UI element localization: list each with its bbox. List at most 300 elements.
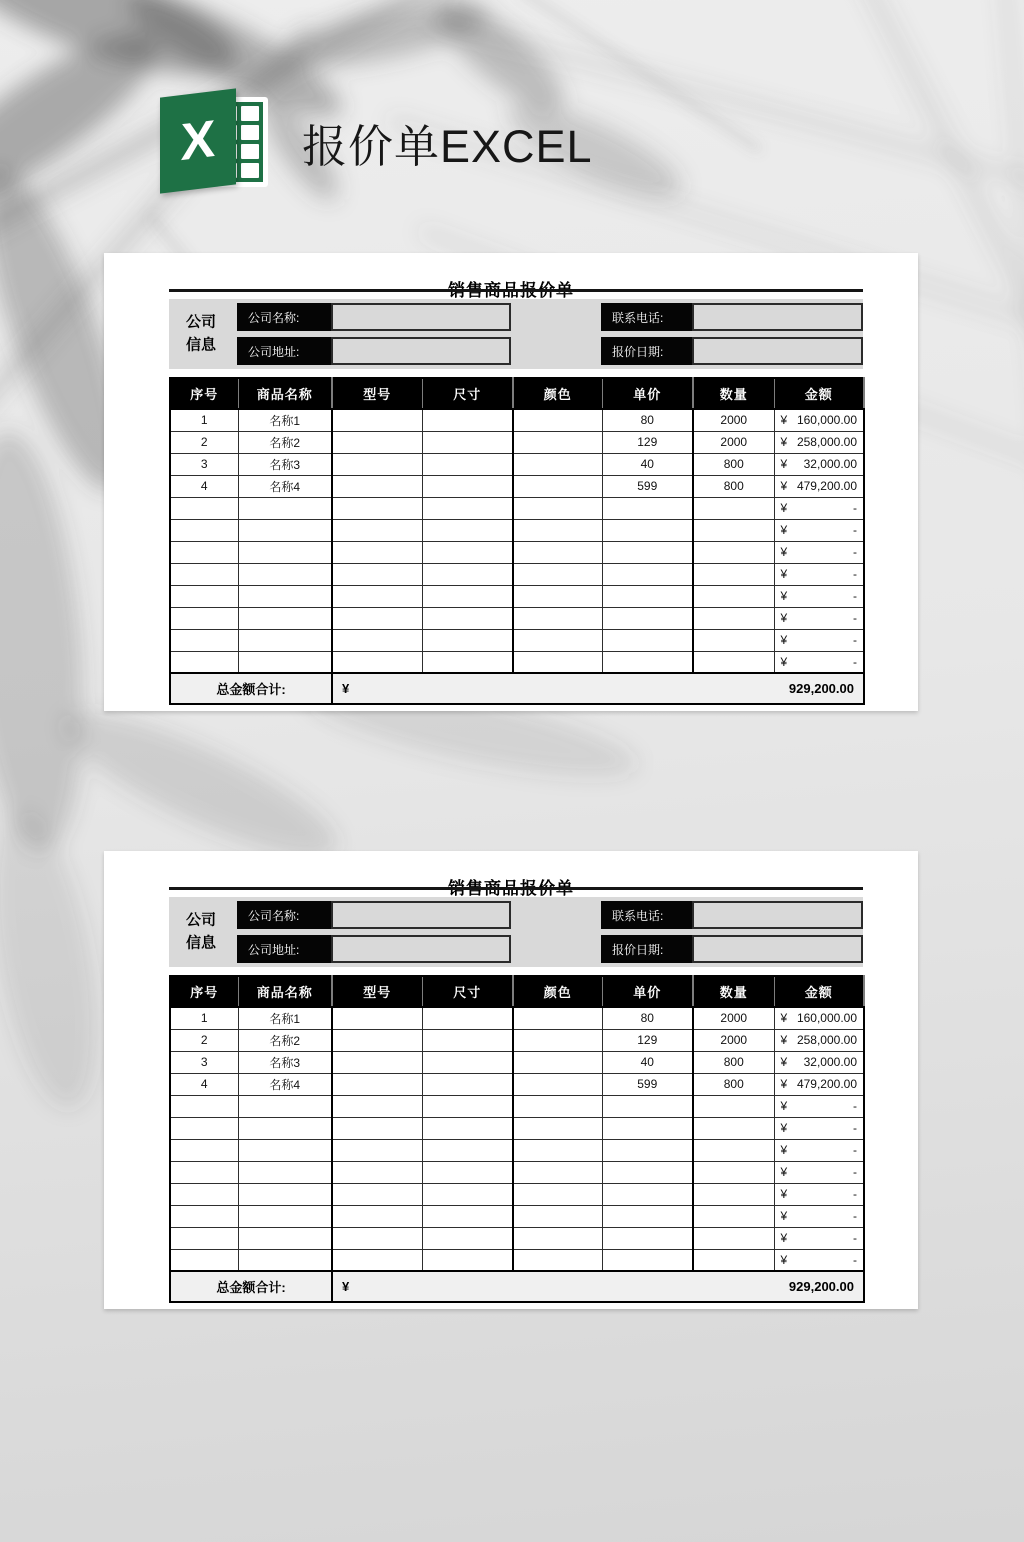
cell-no xyxy=(170,563,238,585)
cell-name xyxy=(238,519,332,541)
cell-name: 名称1 xyxy=(238,1007,332,1029)
cell-color xyxy=(513,607,602,629)
cell-no xyxy=(170,1161,238,1183)
cell-size xyxy=(422,651,513,673)
cell-color xyxy=(513,497,602,519)
table-row xyxy=(170,1117,864,1139)
currency-symbol: ¥ xyxy=(780,1143,788,1157)
col-header-qty: 数量 xyxy=(693,976,774,1007)
table-header xyxy=(170,976,864,1007)
cell-size xyxy=(422,431,513,453)
currency-symbol: ¥ xyxy=(780,1231,788,1245)
excel-logo-icon xyxy=(160,85,272,199)
cell-no xyxy=(170,607,238,629)
excel-x-letter: X xyxy=(180,109,216,173)
cell-unit_price xyxy=(602,1183,693,1205)
cell-size xyxy=(422,1117,513,1139)
company-address-label: 公司地址: xyxy=(237,935,331,963)
table-row xyxy=(170,1183,864,1205)
cell-no xyxy=(170,519,238,541)
company-info-section xyxy=(169,897,863,967)
cell-model xyxy=(332,1007,422,1029)
cell-unit_price xyxy=(602,1205,693,1227)
cell-unit_price xyxy=(602,519,693,541)
cell-model xyxy=(332,475,422,497)
amount-value: - xyxy=(853,1121,857,1135)
cell-size xyxy=(422,563,513,585)
cell-color xyxy=(513,519,602,541)
cell-name xyxy=(238,1227,332,1249)
amount-value: - xyxy=(853,611,857,625)
cell-color xyxy=(513,1051,602,1073)
contact-phone-label: 联系电话: xyxy=(601,303,692,331)
amount-value: 479,200.00 xyxy=(796,1077,857,1091)
cell-no xyxy=(170,651,238,673)
sheet-grid-cell xyxy=(241,125,259,140)
amount-value: - xyxy=(853,1099,857,1113)
page-header xyxy=(160,84,593,200)
amount-value: - xyxy=(853,1165,857,1179)
cell-no: 3 xyxy=(170,1051,238,1073)
company-name-input[interactable] xyxy=(331,303,511,331)
cell-color xyxy=(513,409,602,431)
currency-symbol: ¥ xyxy=(780,1187,788,1201)
cell-color xyxy=(513,1073,602,1095)
cell-model xyxy=(332,1183,422,1205)
table-row xyxy=(170,453,864,475)
cell-color xyxy=(513,475,602,497)
quote-date-input[interactable] xyxy=(692,337,863,365)
total-label: 总金额合计: xyxy=(170,1271,332,1302)
cell-color xyxy=(513,651,602,673)
cell-size xyxy=(422,585,513,607)
total-amount: 929,200.00 xyxy=(788,1279,854,1294)
cell-name: 名称3 xyxy=(238,453,332,475)
cell-amount xyxy=(774,1183,864,1205)
cell-name: 名称4 xyxy=(238,475,332,497)
company-info-group-label: 公司信息 xyxy=(185,911,216,951)
cell-amount xyxy=(774,629,864,651)
table-footer xyxy=(170,673,864,704)
contact-phone-input[interactable] xyxy=(692,303,863,331)
table-row xyxy=(170,629,864,651)
cell-no xyxy=(170,585,238,607)
table-header xyxy=(170,378,864,409)
table-row xyxy=(170,585,864,607)
cell-model xyxy=(332,1227,422,1249)
cell-model xyxy=(332,563,422,585)
cell-amount xyxy=(774,475,864,497)
company-address-input[interactable] xyxy=(331,337,511,365)
col-header-name: 商品名称 xyxy=(238,976,332,1007)
col-header-color: 颜色 xyxy=(513,976,602,1007)
col-header-name: 商品名称 xyxy=(238,378,332,409)
cell-size xyxy=(422,607,513,629)
cell-size xyxy=(422,1095,513,1117)
cell-model xyxy=(332,519,422,541)
cell-size xyxy=(422,1249,513,1271)
cell-amount xyxy=(774,1161,864,1183)
cell-unit_price: 599 xyxy=(602,475,693,497)
cell-color xyxy=(513,1029,602,1051)
amount-value: - xyxy=(853,1231,857,1245)
cell-model xyxy=(332,1051,422,1073)
cell-name: 名称1 xyxy=(238,409,332,431)
cell-size xyxy=(422,409,513,431)
cell-no xyxy=(170,1249,238,1271)
company-address-field xyxy=(237,935,511,963)
col-header-unit-price: 单价 xyxy=(602,378,693,409)
cell-size xyxy=(422,453,513,475)
header-row xyxy=(170,378,864,409)
cell-no xyxy=(170,497,238,519)
total-row xyxy=(170,1271,864,1302)
cell-name xyxy=(238,1139,332,1161)
amount-value: - xyxy=(853,501,857,515)
cell-color xyxy=(513,541,602,563)
cell-unit_price: 129 xyxy=(602,1029,693,1051)
cell-color xyxy=(513,1227,602,1249)
cell-color xyxy=(513,585,602,607)
quotation-table xyxy=(169,975,865,1303)
contact-phone-label: 联系电话: xyxy=(601,901,692,929)
cell-model xyxy=(332,651,422,673)
cell-model xyxy=(332,453,422,475)
cell-name xyxy=(238,1117,332,1139)
cell-amount xyxy=(774,1205,864,1227)
cell-amount xyxy=(774,607,864,629)
cell-qty xyxy=(693,1183,774,1205)
amount-value: - xyxy=(853,545,857,559)
cell-amount xyxy=(774,1117,864,1139)
cell-qty: 2000 xyxy=(693,409,774,431)
cell-size xyxy=(422,1051,513,1073)
cell-qty: 2000 xyxy=(693,1007,774,1029)
cell-amount xyxy=(774,409,864,431)
cell-qty xyxy=(693,1205,774,1227)
cell-unit_price: 40 xyxy=(602,1051,693,1073)
cell-amount xyxy=(774,1007,864,1029)
cell-qty xyxy=(693,519,774,541)
table-footer xyxy=(170,1271,864,1302)
cell-name xyxy=(238,1161,332,1183)
contact-phone-field xyxy=(601,303,863,331)
amount-value: 32,000.00 xyxy=(803,1055,857,1069)
contact-phone-input[interactable] xyxy=(692,901,863,929)
cell-unit_price: 40 xyxy=(602,453,693,475)
cell-unit_price xyxy=(602,585,693,607)
table-row xyxy=(170,431,864,453)
quote-date-label: 报价日期: xyxy=(601,935,692,963)
cell-model xyxy=(332,1073,422,1095)
cell-no xyxy=(170,1205,238,1227)
currency-symbol: ¥ xyxy=(342,1279,350,1294)
cell-no xyxy=(170,1139,238,1161)
title-underline xyxy=(169,887,863,890)
currency-symbol: ¥ xyxy=(780,501,788,515)
cell-no: 1 xyxy=(170,409,238,431)
cell-size xyxy=(422,1227,513,1249)
currency-symbol: ¥ xyxy=(780,567,788,581)
cell-model xyxy=(332,541,422,563)
currency-symbol: ¥ xyxy=(780,1077,788,1091)
cell-qty xyxy=(693,1249,774,1271)
amount-value: - xyxy=(853,1187,857,1201)
cell-unit_price xyxy=(602,651,693,673)
table-body xyxy=(170,1007,864,1271)
cell-qty xyxy=(693,607,774,629)
total-label: 总金额合计: xyxy=(170,673,332,704)
cell-name xyxy=(238,541,332,563)
amount-value: - xyxy=(853,633,857,647)
sheet-grid-cell xyxy=(241,106,259,121)
cell-size xyxy=(422,1073,513,1095)
cell-qty: 800 xyxy=(693,1051,774,1073)
cell-amount xyxy=(774,651,864,673)
table-row xyxy=(170,1227,864,1249)
cell-model xyxy=(332,409,422,431)
cell-model xyxy=(332,1117,422,1139)
currency-symbol: ¥ xyxy=(780,633,788,647)
table-row xyxy=(170,651,864,673)
cell-amount xyxy=(774,563,864,585)
cell-no xyxy=(170,1183,238,1205)
col-header-model: 型号 xyxy=(332,976,422,1007)
cell-color xyxy=(513,1139,602,1161)
cell-unit_price xyxy=(602,1095,693,1117)
cell-qty: 800 xyxy=(693,453,774,475)
cell-name xyxy=(238,563,332,585)
amount-value: - xyxy=(853,654,857,669)
cell-unit_price xyxy=(602,1117,693,1139)
cell-size xyxy=(422,497,513,519)
table-row xyxy=(170,1051,864,1073)
cell-unit_price xyxy=(602,1139,693,1161)
cell-model xyxy=(332,1249,422,1271)
currency-symbol: ¥ xyxy=(780,1209,788,1223)
cell-qty: 2000 xyxy=(693,1029,774,1051)
cell-no xyxy=(170,629,238,651)
col-header-amount: 金额 xyxy=(774,378,864,409)
table-row xyxy=(170,1029,864,1051)
cell-amount xyxy=(774,541,864,563)
total-value xyxy=(332,1271,864,1302)
cell-name: 名称2 xyxy=(238,1029,332,1051)
cell-model xyxy=(332,1029,422,1051)
cell-qty xyxy=(693,585,774,607)
amount-value: - xyxy=(853,1209,857,1223)
amount-value: 160,000.00 xyxy=(796,1011,857,1026)
cell-model xyxy=(332,585,422,607)
cell-qty xyxy=(693,1161,774,1183)
cell-model xyxy=(332,1161,422,1183)
table-row xyxy=(170,541,864,563)
cell-color xyxy=(513,629,602,651)
quote-date-field xyxy=(601,935,863,963)
currency-symbol: ¥ xyxy=(780,523,788,537)
cell-unit_price: 80 xyxy=(602,409,693,431)
amount-value: 160,000.00 xyxy=(796,413,857,428)
contact-phone-field xyxy=(601,901,863,929)
cell-qty xyxy=(693,1117,774,1139)
cell-no xyxy=(170,541,238,563)
cell-size xyxy=(422,1029,513,1051)
table-row xyxy=(170,563,864,585)
total-row xyxy=(170,673,864,704)
currency-symbol: ¥ xyxy=(780,545,788,559)
currency-symbol: ¥ xyxy=(342,681,350,696)
amount-value: - xyxy=(853,1143,857,1157)
cell-size xyxy=(422,475,513,497)
cell-name xyxy=(238,629,332,651)
currency-symbol: ¥ xyxy=(780,457,788,471)
quotation-card-bottom xyxy=(104,851,918,1309)
table-row xyxy=(170,1095,864,1117)
cell-no xyxy=(170,1227,238,1249)
cell-color xyxy=(513,1205,602,1227)
currency-symbol: ¥ xyxy=(780,479,788,493)
col-header-no: 序号 xyxy=(170,976,238,1007)
col-header-qty: 数量 xyxy=(693,378,774,409)
cell-amount xyxy=(774,1073,864,1095)
cell-color xyxy=(513,1095,602,1117)
table-row xyxy=(170,1161,864,1183)
cell-color xyxy=(513,1161,602,1183)
currency-symbol: ¥ xyxy=(780,654,788,669)
cell-qty xyxy=(693,651,774,673)
amount-value: - xyxy=(853,1252,857,1267)
company-address-label: 公司地址: xyxy=(237,337,331,365)
cell-size xyxy=(422,1183,513,1205)
cell-amount xyxy=(774,1227,864,1249)
quote-date-input[interactable] xyxy=(692,935,863,963)
quote-date-label: 报价日期: xyxy=(601,337,692,365)
title-underline xyxy=(169,289,863,292)
company-name-input[interactable] xyxy=(331,901,511,929)
cell-name: 名称4 xyxy=(238,1073,332,1095)
sheet-grid-cell xyxy=(241,144,259,159)
quotation-sheet xyxy=(104,851,918,1309)
currency-symbol: ¥ xyxy=(780,611,788,625)
page-title: 报价单EXCEL xyxy=(302,120,593,172)
table-row xyxy=(170,1139,864,1161)
cell-name xyxy=(238,607,332,629)
cell-qty xyxy=(693,1095,774,1117)
cell-size xyxy=(422,1139,513,1161)
cell-unit_price: 129 xyxy=(602,431,693,453)
cell-model xyxy=(332,629,422,651)
currency-symbol: ¥ xyxy=(780,435,788,449)
amount-value: - xyxy=(853,567,857,581)
table-body xyxy=(170,409,864,673)
cell-no: 3 xyxy=(170,453,238,475)
quote-date-field xyxy=(601,337,863,365)
table-row xyxy=(170,409,864,431)
col-header-size: 尺寸 xyxy=(422,378,513,409)
cell-no xyxy=(170,1095,238,1117)
company-address-input[interactable] xyxy=(331,935,511,963)
col-header-model: 型号 xyxy=(332,378,422,409)
cell-unit_price xyxy=(602,541,693,563)
cell-color xyxy=(513,563,602,585)
company-info-group-label: 公司信息 xyxy=(185,313,216,353)
cell-qty xyxy=(693,563,774,585)
cell-model xyxy=(332,607,422,629)
currency-symbol: ¥ xyxy=(780,1033,788,1047)
cell-size xyxy=(422,541,513,563)
currency-symbol: ¥ xyxy=(780,413,788,428)
cell-name xyxy=(238,1205,332,1227)
company-name-field xyxy=(237,303,511,331)
table-row xyxy=(170,475,864,497)
company-info-section xyxy=(169,299,863,369)
cell-unit_price xyxy=(602,497,693,519)
amount-value: - xyxy=(853,523,857,537)
amount-value: 32,000.00 xyxy=(803,457,857,471)
cell-model xyxy=(332,1205,422,1227)
currency-symbol: ¥ xyxy=(780,589,788,603)
sheet-grid-cell xyxy=(241,163,259,178)
cell-color xyxy=(513,1117,602,1139)
cell-no: 1 xyxy=(170,1007,238,1029)
table-row xyxy=(170,1249,864,1271)
cell-unit_price xyxy=(602,1227,693,1249)
cell-unit_price: 599 xyxy=(602,1073,693,1095)
currency-symbol: ¥ xyxy=(780,1252,788,1267)
col-header-color: 颜色 xyxy=(513,378,602,409)
company-name-field xyxy=(237,901,511,929)
cell-qty: 800 xyxy=(693,475,774,497)
cell-no: 4 xyxy=(170,1073,238,1095)
cell-no xyxy=(170,1117,238,1139)
total-value xyxy=(332,673,864,704)
cell-name xyxy=(238,1183,332,1205)
table-row xyxy=(170,1007,864,1029)
amount-value: 479,200.00 xyxy=(796,479,857,493)
cell-size xyxy=(422,519,513,541)
cell-unit_price: 80 xyxy=(602,1007,693,1029)
cell-amount xyxy=(774,1095,864,1117)
cell-qty: 800 xyxy=(693,1073,774,1095)
amount-value: 258,000.00 xyxy=(796,435,857,449)
cell-amount xyxy=(774,497,864,519)
amount-value: 258,000.00 xyxy=(796,1033,857,1047)
table-row xyxy=(170,1073,864,1095)
cell-qty xyxy=(693,497,774,519)
cell-qty: 2000 xyxy=(693,431,774,453)
cell-color xyxy=(513,1249,602,1271)
cell-color xyxy=(513,1007,602,1029)
cell-name: 名称3 xyxy=(238,1051,332,1073)
cell-name xyxy=(238,497,332,519)
company-name-label: 公司名称: xyxy=(237,303,331,331)
cell-qty xyxy=(693,1139,774,1161)
company-name-label: 公司名称: xyxy=(237,901,331,929)
table-row xyxy=(170,497,864,519)
cell-unit_price xyxy=(602,1161,693,1183)
cell-size xyxy=(422,1007,513,1029)
table-row xyxy=(170,519,864,541)
cell-no: 2 xyxy=(170,431,238,453)
currency-symbol: ¥ xyxy=(780,1011,788,1026)
cell-unit_price xyxy=(602,607,693,629)
cell-qty xyxy=(693,629,774,651)
currency-symbol: ¥ xyxy=(780,1121,788,1135)
cell-no: 2 xyxy=(170,1029,238,1051)
cell-qty xyxy=(693,541,774,563)
quotation-table xyxy=(169,377,865,705)
company-address-field xyxy=(237,337,511,365)
